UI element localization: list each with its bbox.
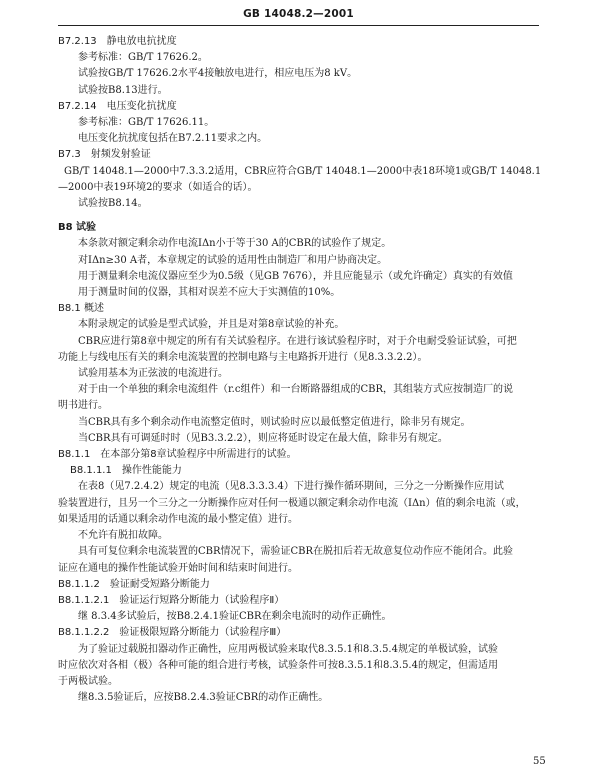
paragraph-line: 明书进行。 [58, 400, 108, 412]
paragraph-line: 在表8（见7.2.4.2）规定的电流（见8.3.3.3.4）下进行操作循环期间，三分之一分断操作应用试 [78, 481, 504, 493]
clause-b8-1-1-2-2-heading: B8.1.1.2.2 验证极限短路分断能力（试验程序Ⅲ） [58, 627, 287, 639]
clause-b8-1-1-2-1-heading: B8.1.1.2.1 验证运行短路分断能力（试验程序Ⅱ） [58, 594, 285, 606]
paragraph-line: 于两极试验。 [58, 675, 118, 687]
clause-b7-3-heading: B7.3 射频发射验证 [58, 149, 151, 161]
paragraph-line: 时应依次对各相（极）各种可能的组合进行考核，试验条件可按8.3.5.1和8.3.5.4的规定，但需适用 [58, 659, 498, 671]
paragraph-line: 参考标准：GB/T 17626.2。 [78, 52, 208, 64]
paragraph-line: —2000中表19环境2的要求（如适合的话）。 [58, 181, 258, 193]
clause-b7-2-14-heading: B7.2.14 电压变化抗扰度 [58, 100, 177, 112]
paragraph-line: 验装置进行，且另一个三分之一分断操作应对任何一极通以额定剩余动作电流（IΔn）值的剩余电流（或， [58, 497, 526, 509]
header-rule [58, 25, 539, 26]
paragraph-line: 对IΔn≥30 A者，本章规定的试验的适用性由制造厂和用户协商决定。 [78, 254, 388, 266]
clause-b8-1-1-heading: B8.1.1 在本部分第8章试验程序中所需进行的试验。 [58, 449, 297, 461]
clause-b8-1-1-1-heading: B8.1.1.1 操作性能能力 [70, 465, 182, 477]
paragraph-line: 不允许有脱扣故障。 [78, 530, 168, 542]
paragraph-line: 当CBR具有可调延时时（见B3.3.2.2），则应将延时设定在最大值，除非另有规定。 [78, 432, 448, 444]
paragraph-line: 参考标准：GB/T 17626.11。 [78, 117, 215, 129]
clause-b8-1-heading: B8.1 概述 [58, 303, 104, 315]
paragraph-line: 试验用基本为正弦波的电流进行。 [78, 368, 228, 380]
paragraph-line: GB/T 14048.1—2000中7.3.3.2适用，CBR应符合GB/T 14048.1—2000中表18环境1或GB/T 14048.1 [64, 165, 542, 177]
paragraph-line: 如果适用的话通以剩余动作电流的最小整定值）进行。 [58, 513, 298, 525]
paragraph-line: 证应在通电的操作性能试验开始时间和结束时间进行。 [58, 562, 298, 574]
page-number: 55 [533, 756, 546, 767]
clause-b7-2-13-heading: B7.2.13 静电放电抗扰度 [58, 36, 177, 47]
paragraph-line: 试验按GB/T 17626.2水平4接触放电进行，相应电压为8 kV。 [78, 68, 358, 80]
paragraph-line: 电压变化抗扰度包括在B7.2.11要求之内。 [78, 133, 268, 145]
paragraph-line: 试验按B8.13进行。 [78, 84, 168, 96]
paragraph-line: 对于由一个单独的剩余电流组件（r.c组件）和一台断路器组成的CBR，其组装方式应按制造厂的说 [78, 384, 513, 396]
paragraph-line: 本附录规定的试验是型式试验，并且是对第8章试验的补充。 [78, 319, 345, 331]
paragraph-line: 本条款对额定剩余动作电流IΔn小于等于30 A的CBR的试验作了规定。 [78, 238, 392, 250]
clause-b8-1-1-2-heading: B8.1.1.2 验证耐受短路分断能力 [58, 578, 210, 590]
paragraph-line: 用于测量时间的仪器，其相对误差不应大于实测值的10%。 [78, 287, 341, 299]
section-b8-heading: B8 试验 [58, 222, 97, 234]
paragraph-line: 为了验证过载脱扣器动作正确性，应用两极试验来取代8.3.5.1和8.3.5.4规定的单极试验，试验 [78, 643, 498, 655]
paragraph-line: 当CBR具有多个剩余动作电流整定值时，则试验时应以最低整定值进行，除非另有规定。 [78, 416, 471, 428]
paragraph-line: 继8.3.5验证后，应按B8.2.4.3验证CBR的动作正确性。 [78, 692, 329, 704]
paragraph-line: 具有可复位剩余电流装置的CBR情况下，需验证CBR在脱扣后若无故意复位动作应不能闭合。此验 [78, 546, 514, 558]
paragraph-line: 试验按B8.14。 [78, 198, 148, 210]
paragraph-line: 功能上与线电压有关的剩余电流装置的控制电路与主电路拆开进行（见8.3.3.2.2）。 [58, 351, 428, 363]
paragraph-line: 继 8.3.4多试验后，按B8.2.4.1验证CBR在剩余电流时的动作正确性。 [78, 611, 392, 623]
paragraph-line: CBR应进行第8章中规定的所有有关试验程序。在进行该试验程序时，对于介电耐受验证试验，可把 [78, 335, 517, 347]
standard-number-header: GB 14048.2—2001 [243, 8, 354, 20]
paragraph-line: 用于测量剩余电流仪器应至少为0.5级（见GB 7676），并且应能显示（或允许确定）真实的有效值 [78, 270, 513, 282]
document-body [58, 34, 546, 706]
